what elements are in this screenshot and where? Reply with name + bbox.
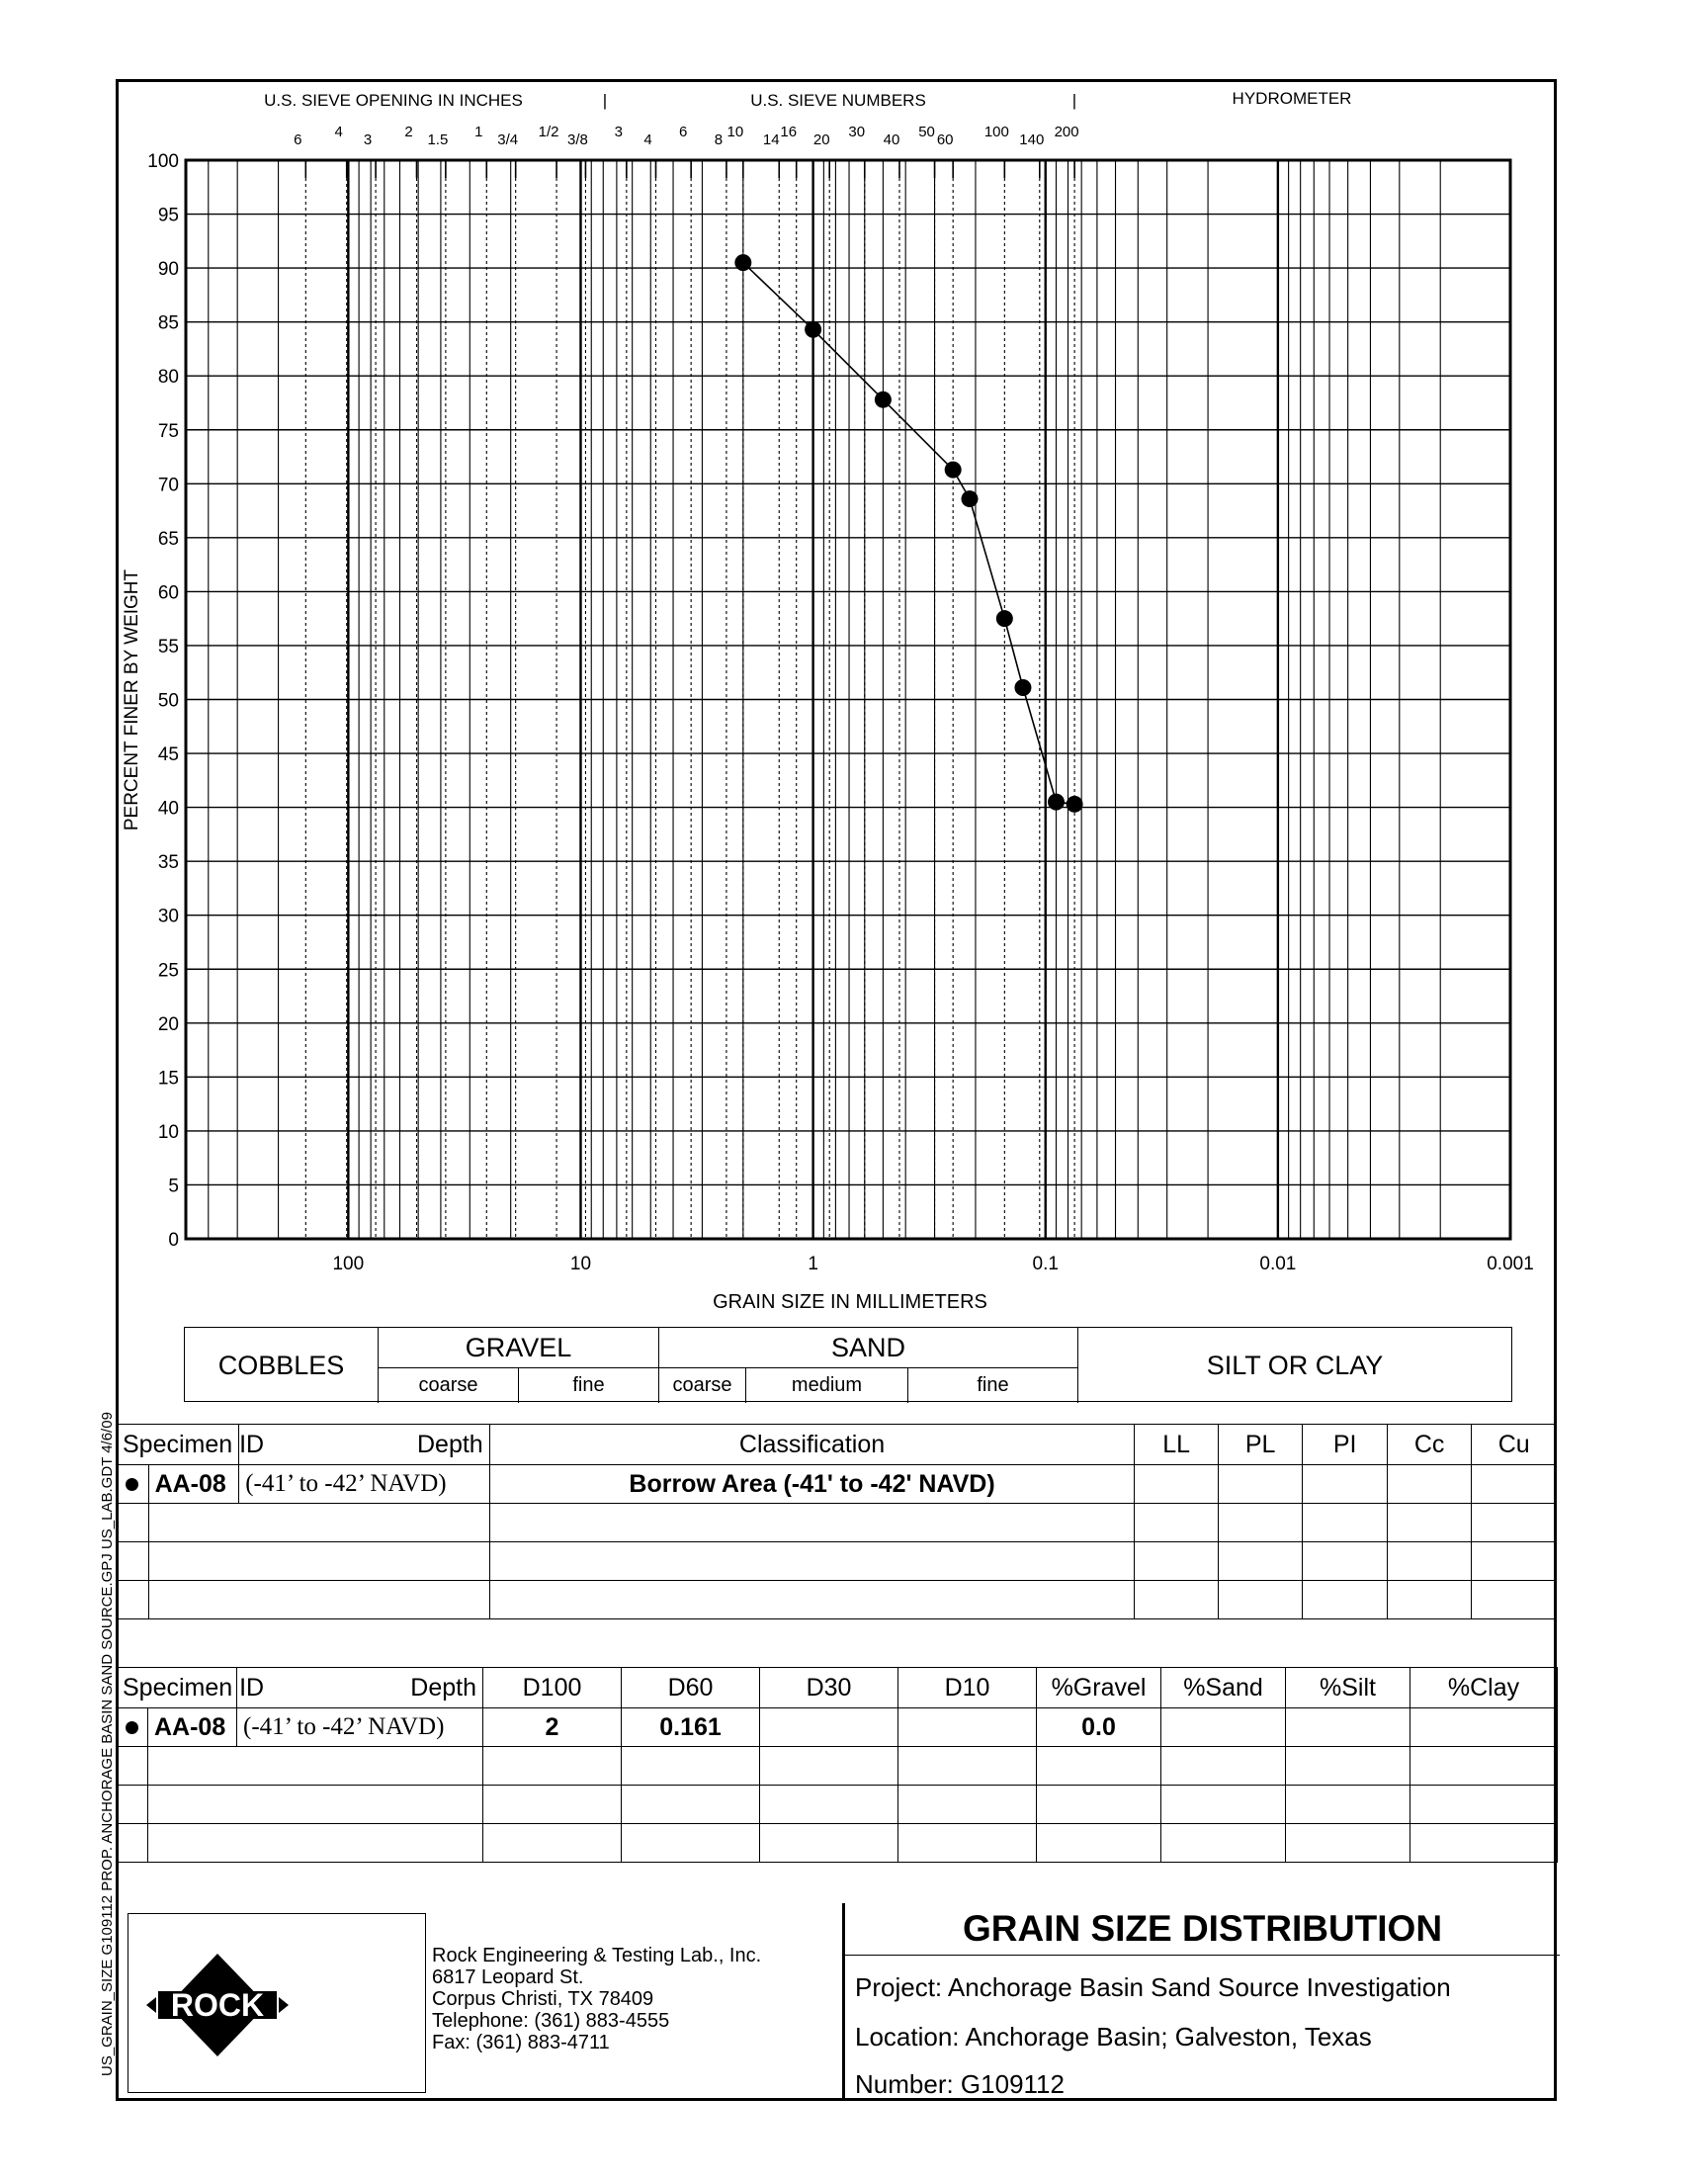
sieve-inch-tick-label: 4 (643, 131, 652, 148)
y-tick-labels (147, 151, 179, 1251)
specimen-id: AA-08 (148, 1465, 239, 1504)
y-tick-label: 45 (157, 744, 179, 766)
sand-coarse-label: coarse (659, 1368, 746, 1403)
sieve-number-tick-label: 8 (714, 131, 724, 148)
footer (116, 1903, 1557, 2101)
table-row (117, 1786, 1558, 1824)
table-row (117, 1581, 1557, 1619)
location-line: Location: Anchorage Basin; Galveston, Texas (855, 2022, 1372, 2052)
header-sep-1: | (602, 91, 608, 110)
x-tick-label: 0.1 (1032, 1254, 1059, 1274)
gravel-fine-label: fine (519, 1368, 659, 1403)
lab-info (432, 1945, 761, 2053)
y-tick-label: 75 (157, 420, 179, 442)
table-row (117, 1465, 1557, 1504)
sand-medium-label: medium (746, 1368, 908, 1403)
specimen-id: AA-08 (148, 1708, 237, 1747)
sieve-number-tick-label: 6 (678, 124, 688, 140)
sieve-number-tick-label: 140 (1019, 131, 1045, 148)
sieve-tick-group (294, 124, 1078, 1239)
hydrometer-label: HYDROMETER (1232, 89, 1352, 108)
x-tick-label: 0.001 (1487, 1254, 1534, 1274)
header-depth: Depth (237, 1668, 483, 1708)
y-tick-label: 0 (168, 1230, 179, 1251)
sieve-number-tick-label: 40 (883, 131, 900, 148)
data-series (734, 254, 1082, 813)
sieve-number-tick-label: 10 (726, 124, 744, 140)
sieve-inches-label: U.S. SIEVE OPENING IN INCHES (264, 91, 523, 110)
sieve-number-tick-label: 20 (812, 131, 830, 148)
y-tick-label: 20 (157, 1013, 179, 1035)
rock-logo (128, 1914, 425, 2092)
header-d100: D100 (483, 1668, 622, 1708)
sieve-number-tick-label: 14 (762, 131, 780, 148)
chart-grid (186, 160, 1510, 1239)
series-line (743, 263, 1074, 805)
header-sep-2: | (1071, 91, 1077, 110)
specimen-depth: (-41’ to -42’ NAVD) (239, 1465, 490, 1504)
header-silt: %Silt (1286, 1668, 1410, 1708)
y-tick-label: 90 (157, 259, 179, 281)
sieve-inch-tick-label: 3 (614, 124, 624, 140)
data-point (962, 490, 979, 507)
lab-address2: Corpus Christi, TX 78409 (432, 1988, 654, 2010)
number-line: Number: G109112 (855, 2069, 1065, 2099)
sieve-number-tick-label: 30 (848, 124, 866, 140)
y-tick-label: 5 (168, 1176, 179, 1197)
y-tick-label: 55 (157, 636, 179, 657)
header-classification: Classification (489, 1425, 1135, 1465)
data-point (875, 392, 892, 408)
data-point (805, 321, 821, 338)
sieve-number-tick-label: 200 (1054, 124, 1079, 140)
y-tick-label: 10 (157, 1121, 179, 1143)
sand-label: SAND (659, 1328, 1078, 1368)
y-tick-label: 65 (157, 528, 179, 550)
sieve-number-tick-label: 16 (780, 124, 798, 140)
gradation-header-row (117, 1668, 1558, 1708)
report-title: GRAIN SIZE DISTRIBUTION (845, 1903, 1560, 1956)
lab-telephone: Telephone: (361) 883-4555 (432, 2010, 670, 2032)
sieve-number-tick-label: 100 (983, 124, 1009, 140)
data-point (1067, 796, 1083, 813)
sieve-inch-tick-label: 1/2 (538, 124, 559, 140)
lab-address1: 6817 Leopard St. (432, 1966, 584, 1988)
header-pl: PL (1218, 1425, 1303, 1465)
classification-header-row (117, 1425, 1557, 1465)
y-tick-label: 40 (157, 798, 179, 820)
data-point (945, 462, 962, 479)
title-box (842, 1903, 1560, 2101)
d100-value: 2 (483, 1708, 622, 1747)
header-pi: PI (1303, 1425, 1388, 1465)
y-tick-label: 85 (157, 312, 179, 334)
y-tick-label: 60 (157, 582, 179, 604)
sieve-inch-tick-label: 1.5 (427, 131, 449, 148)
sieve-inch-tick-label: 3 (363, 131, 373, 148)
gravel-value: 0.0 (1037, 1708, 1161, 1747)
data-point (1014, 679, 1031, 696)
x-tick-labels (332, 1254, 1533, 1274)
y-tick-label: 25 (157, 960, 179, 982)
table-row (117, 1747, 1558, 1786)
table-row (117, 1504, 1557, 1542)
header-specimen-id: Specimen ID (117, 1425, 239, 1465)
header-d10: D10 (898, 1668, 1037, 1708)
sieve-inch-tick-label: 6 (294, 131, 302, 148)
header-cc: Cc (1387, 1425, 1472, 1465)
y-tick-label: 35 (157, 852, 179, 874)
x-tick-label: 100 (332, 1254, 365, 1274)
sieve-inch-tick-label: 3/8 (567, 131, 588, 148)
header-gravel: %Gravel (1037, 1668, 1161, 1708)
sieve-number-tick-label: 50 (918, 124, 935, 140)
file-path-label: US_GRAIN_SIZE G109112 PROP. ANCHORAGE BASIN SAND SOURCE.GPJ US_LAB.GDT 4/6/09 (99, 1412, 116, 2076)
header-d60: D60 (622, 1668, 760, 1708)
data-point (734, 254, 751, 271)
y-tick-label: 15 (157, 1068, 179, 1090)
gravel-label: GRAVEL (379, 1328, 659, 1368)
lab-name: Rock Engineering & Testing Lab., Inc. (432, 1945, 762, 1966)
header-sand: %Sand (1161, 1668, 1286, 1708)
silt-clay-label: SILT OR CLAY (1206, 1351, 1384, 1380)
y-tick-label: 80 (157, 367, 179, 389)
y-tick-label: 100 (147, 151, 179, 172)
table-row (117, 1824, 1558, 1863)
header-specimen-id: Specimen ID (117, 1668, 237, 1708)
soil-classification-bar (184, 1327, 1512, 1402)
x-tick-label: 10 (569, 1254, 592, 1274)
gradation-table (116, 1667, 1558, 1863)
header-ll: LL (1135, 1425, 1219, 1465)
sieve-inch-tick-label: 2 (404, 124, 413, 140)
sand-fine-label: fine (908, 1368, 1078, 1403)
y-tick-label: 30 (157, 906, 179, 927)
header-depth: Depth (239, 1425, 490, 1465)
y-tick-label: 50 (157, 690, 179, 712)
sieve-inch-tick-label: 1 (474, 124, 483, 140)
table-row (117, 1708, 1558, 1747)
lab-fax: Fax: (361) 883-4711 (432, 2032, 610, 2053)
marker-dot (117, 1465, 149, 1504)
d60-value: 0.161 (622, 1708, 760, 1747)
logo-box (128, 1913, 426, 2093)
gravel-coarse-label: coarse (379, 1368, 519, 1403)
y-tick-label: 70 (157, 475, 179, 496)
project-line: Project: Anchorage Basin Sand Source Investigation (855, 1972, 1451, 2002)
header-d30: D30 (760, 1668, 898, 1708)
specimen-depth: (-41’ to -42’ NAVD) (237, 1708, 483, 1747)
header-cu: Cu (1472, 1425, 1557, 1465)
x-tick-label: 1 (808, 1254, 818, 1274)
y-axis-label: PERCENT FINER BY WEIGHT (122, 568, 142, 831)
logo-text: ROCK (170, 1987, 265, 2023)
sieve-number-tick-label: 60 (936, 131, 954, 148)
table-row (117, 1542, 1557, 1581)
sieve-numbers-label: U.S. SIEVE NUMBERS (750, 91, 926, 110)
classification-table (116, 1424, 1557, 1619)
x-axis-label: GRAIN SIZE IN MILLIMETERS (713, 1291, 987, 1313)
x-tick-label: 0.01 (1259, 1254, 1297, 1274)
sieve-inch-tick-label: 3/4 (497, 131, 519, 148)
sieve-inch-tick-label: 4 (334, 124, 343, 140)
classification-value: Borrow Area (-41' to -42' NAVD) (489, 1465, 1135, 1504)
header-clay: %Clay (1410, 1668, 1558, 1708)
cobbles-label: COBBLES (185, 1328, 379, 1403)
data-point (996, 610, 1013, 627)
marker-dot (117, 1708, 148, 1747)
data-point (1048, 794, 1065, 811)
y-tick-label: 95 (157, 205, 179, 226)
